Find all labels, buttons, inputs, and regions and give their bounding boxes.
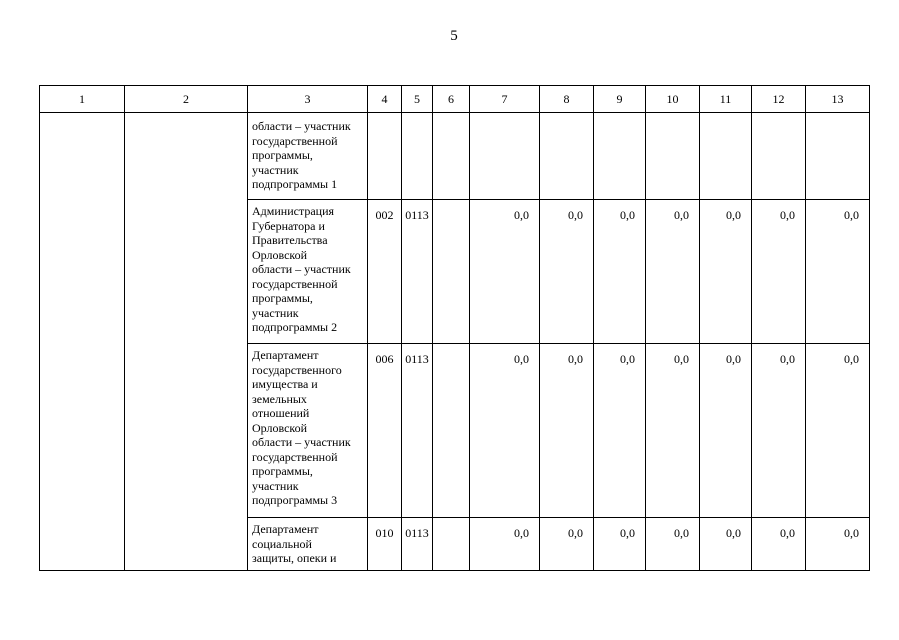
value-cell <box>646 113 700 200</box>
participant-line: отношений <box>252 406 310 420</box>
value-cell: 0,0 <box>594 200 646 344</box>
participant-line: Губернатора и <box>252 218 325 233</box>
value-cell <box>700 113 752 200</box>
value-cell: 0,0 <box>700 344 752 518</box>
value-cell: 0,0 <box>470 200 540 344</box>
participant-line: Департамент <box>252 348 319 362</box>
value-cell: 0,0 <box>806 518 870 571</box>
value-cell: 0,0 <box>594 344 646 518</box>
column-header: 6 <box>433 86 470 113</box>
merged-cell-col2 <box>125 113 248 571</box>
code-cell: 002 <box>368 200 402 344</box>
value-cell <box>470 113 540 200</box>
participant-cell <box>248 113 368 200</box>
page-number: 5 <box>450 28 458 44</box>
code-cell <box>433 344 470 518</box>
value-cell <box>806 113 870 200</box>
code-cell: 0113 <box>402 344 433 518</box>
code-cell <box>433 518 470 571</box>
value-cell <box>594 113 646 200</box>
participant-line: программы, <box>252 291 313 305</box>
participant-line: участник <box>252 305 299 320</box>
participant-line: государственного <box>252 362 342 377</box>
value-cell: 0,0 <box>700 518 752 571</box>
participant-cell <box>248 200 368 344</box>
participant-line: области – участник <box>252 262 351 276</box>
code-cell <box>368 113 402 200</box>
value-cell: 0,0 <box>646 200 700 344</box>
column-header: 7 <box>470 86 540 113</box>
participant-line: Департамент <box>252 522 319 536</box>
value-cell <box>540 113 594 200</box>
value-cell: 0,0 <box>646 344 700 518</box>
value-cell: 0,0 <box>646 518 700 571</box>
value-cell: 0,0 <box>752 344 806 518</box>
participant-line: области – участник <box>252 119 351 133</box>
value-cell: 0,0 <box>470 518 540 571</box>
program-table <box>39 85 870 571</box>
code-cell: 010 <box>368 518 402 571</box>
column-header: 3 <box>248 86 368 113</box>
value-cell: 0,0 <box>700 200 752 344</box>
value-cell: 0,0 <box>540 518 594 571</box>
code-cell: 0113 <box>402 200 433 344</box>
participant-line: программы, <box>252 464 313 478</box>
column-header: 2 <box>125 86 248 113</box>
participant-line: защиты, опеки и <box>252 551 337 565</box>
participant-line: участник <box>252 162 299 177</box>
column-header: 12 <box>752 86 806 113</box>
participant-line: государственной <box>252 133 338 148</box>
column-header: 5 <box>402 86 433 113</box>
participant-cell <box>248 518 368 571</box>
column-header: 10 <box>646 86 700 113</box>
value-cell: 0,0 <box>752 518 806 571</box>
participant-line: Орловской <box>252 420 308 435</box>
value-cell: 0,0 <box>540 200 594 344</box>
participant-line: социальной <box>252 536 312 551</box>
participant-line: государственной <box>252 276 338 291</box>
code-cell: 006 <box>368 344 402 518</box>
code-cell: 0113 <box>402 518 433 571</box>
participant-line: программы, <box>252 148 313 162</box>
participant-line: подпрограммы 1 <box>252 177 338 191</box>
column-header: 11 <box>700 86 752 113</box>
value-cell: 0,0 <box>806 200 870 344</box>
participant-line: имущества и <box>252 377 318 391</box>
value-cell: 0,0 <box>752 200 806 344</box>
participant-line: Правительства <box>252 233 328 247</box>
value-cell: 0,0 <box>594 518 646 571</box>
code-cell <box>433 200 470 344</box>
participant-line: участник <box>252 478 299 493</box>
merged-cell-col1 <box>40 113 125 571</box>
participant-line: государственной <box>252 449 338 464</box>
value-cell: 0,0 <box>806 344 870 518</box>
table-header-row <box>40 86 870 113</box>
participant-cell <box>248 344 368 518</box>
column-header: 9 <box>594 86 646 113</box>
participant-line: подпрограммы 2 <box>252 320 338 334</box>
column-header: 4 <box>368 86 402 113</box>
participant-line: Орловской <box>252 247 308 262</box>
column-header: 1 <box>40 86 125 113</box>
participant-line: области – участник <box>252 435 351 449</box>
column-header: 13 <box>806 86 870 113</box>
value-cell: 0,0 <box>470 344 540 518</box>
value-cell <box>752 113 806 200</box>
column-header: 8 <box>540 86 594 113</box>
participant-line: земельных <box>252 391 307 406</box>
table-row <box>40 113 870 200</box>
participant-line: подпрограммы 3 <box>252 493 338 507</box>
participant-line: Администрация <box>252 204 335 218</box>
value-cell: 0,0 <box>540 344 594 518</box>
code-cell <box>402 113 433 200</box>
code-cell <box>433 113 470 200</box>
